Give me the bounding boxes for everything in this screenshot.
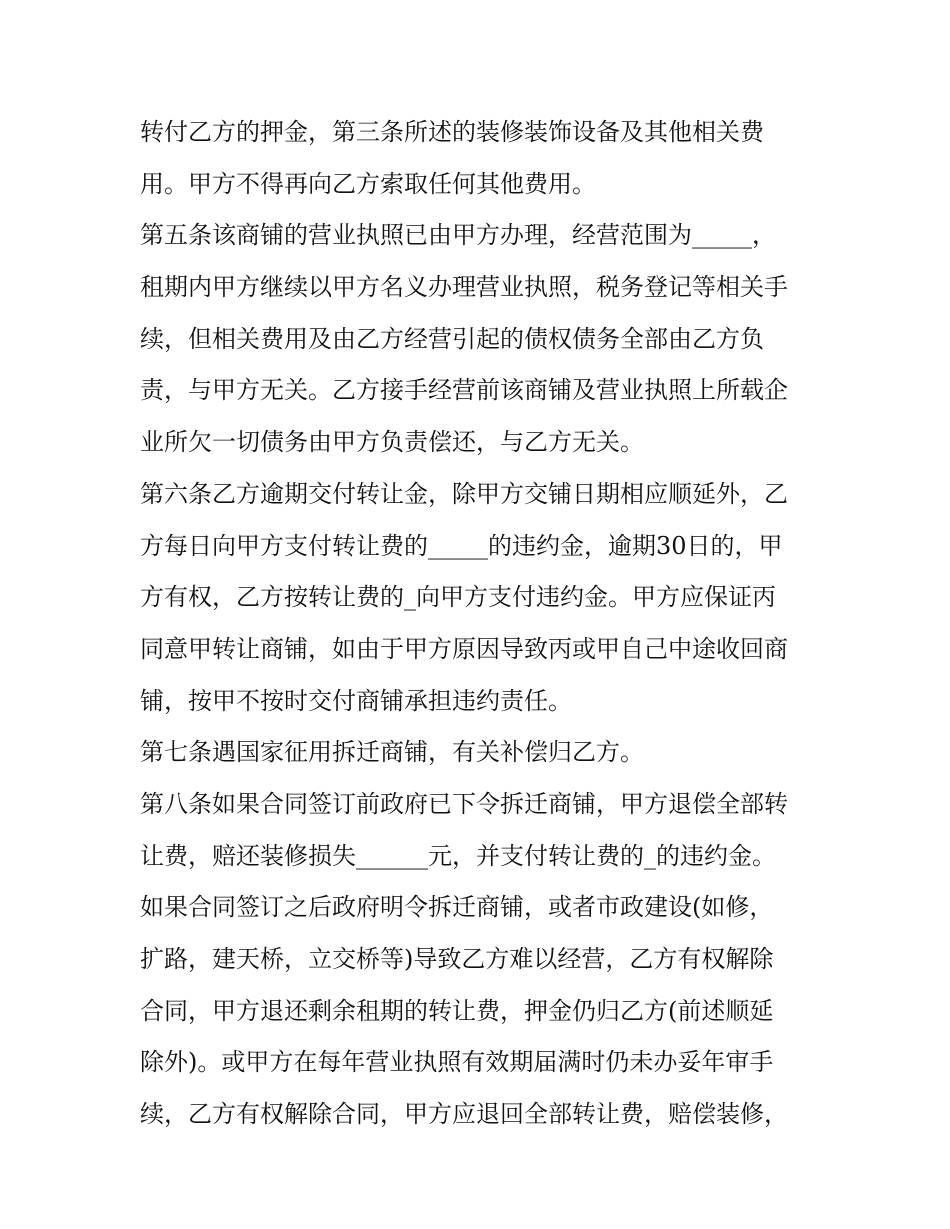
text-line-20: 续，乙方有权解除合同，甲方应退回全部转让费，赔偿装修，	[140, 1100, 788, 1129]
text-line-8: 第六条乙方逾期交付转让金，除甲方交铺日期相应顺延外，乙	[140, 479, 788, 508]
text-line-3: 第五条该商铺的营业执照已由甲方办理，经营范围为_____，	[140, 221, 776, 250]
text-line-14: 第八条如果合同签订前政府已下令拆迁商铺，甲方退偿全部转	[140, 789, 788, 818]
text-line-7: 业所欠一切债务由甲方负责偿还，与乙方无关。	[140, 428, 644, 457]
text-line-17: 扩路，建天桥，立交桥等)导致乙方难以经营，乙方有权解除	[140, 945, 774, 973]
text-line-6: 责，与甲方无关。乙方接手经营前该商铺及营业执照上所载企	[140, 376, 788, 405]
text-line-5: 续，但相关费用及由乙方经营引起的债权债务全部由乙方负	[140, 324, 764, 353]
text-line-9: 方每日向甲方支付转让费的_____的违约金，逾期30日的，甲	[140, 531, 783, 560]
text-line-11: 同意甲转让商铺，如由于甲方原因导致丙或甲自己中途收回商	[140, 634, 788, 663]
text-line-4: 租期内甲方继续以甲方名义办理营业执照，税务登记等相关手	[140, 273, 788, 302]
text-line-13: 第七条遇国家征用拆迁商铺，有关补偿归乙方。	[140, 738, 644, 767]
text-line-1: 转付乙方的押金，第三条所述的装修装饰设备及其他相关费	[140, 118, 764, 146]
text-line-18: 合同，甲方退还剩余租期的转让费，押金仍归乙方(前述顺延	[140, 996, 774, 1025]
contract-text	[140, 107, 830, 1141]
text-line-12: 铺，按甲不按时交付商铺承担违约责任。	[140, 686, 572, 715]
text-line-15: 让费，赔还装修损失______元，并支付转让费的_的违约金。	[140, 841, 776, 870]
text-line-10: 方有权，乙方按转让费的_向甲方支付违约金。甲方应保证丙	[140, 583, 776, 612]
text-line-19: 除外)。或甲方在每年营业执照有效期届满时仍未办妥年审手	[140, 1048, 774, 1077]
text-line-2: 用。甲方不得再向乙方索取任何其他费用。	[140, 169, 596, 198]
text-line-16: 如果合同签订之后政府明令拆迁商铺，或者市政建设(如修，	[140, 893, 774, 922]
